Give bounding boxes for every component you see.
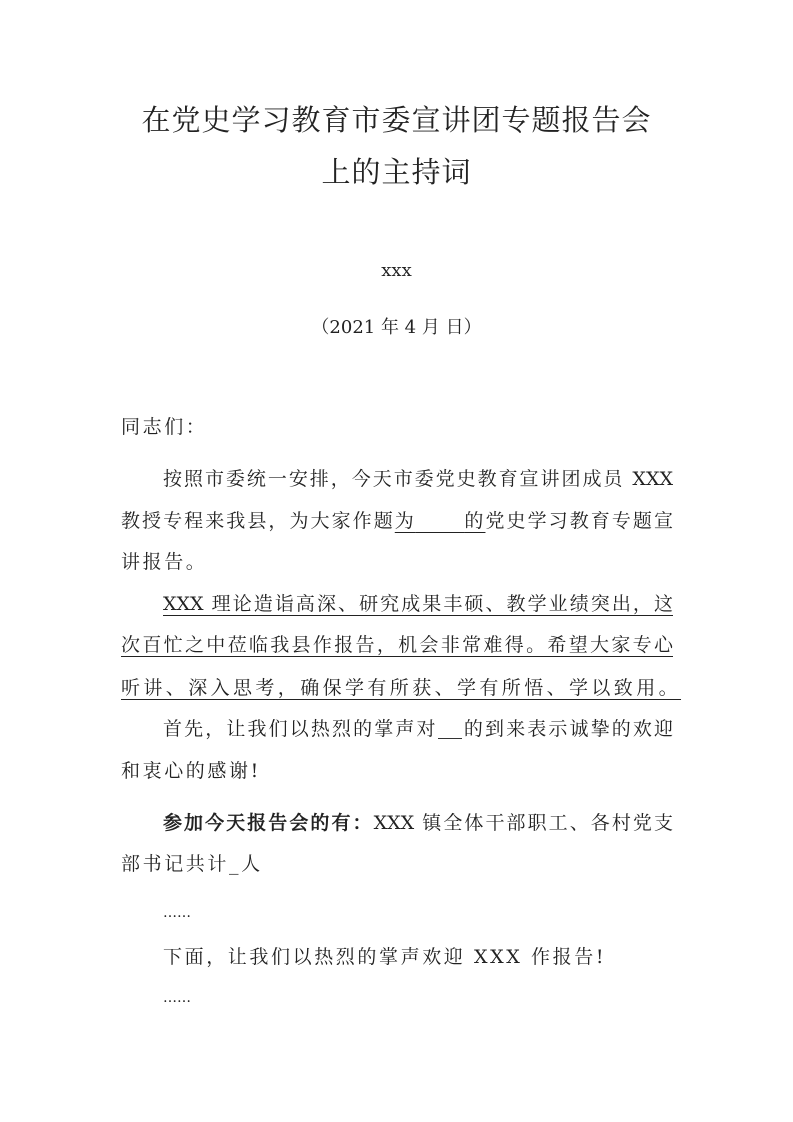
topic-blank: 为 的 [394,510,486,532]
para1-line1: 按照市委统一安排，今天市委党史教育宣讲团成员 XXX [163,468,673,490]
para1-line2 [121,508,673,534]
para2-line2: 次百忙之中莅临我县作报告，机会非常难得。希望大家专心 [121,634,673,656]
para5: 下面，让我们以热烈的掌声欢迎 XXX 作报告! [163,946,607,968]
para4-line1 [163,810,673,836]
para1-text-rest: 党史学习教育专题宣 [485,510,673,532]
date: （2021 年 4 月 日） [311,317,482,338]
para4-line2: 部书记共计_人 [121,853,263,875]
attendees-label: 参加今天报告会的有： [163,812,374,834]
author: xxx [381,260,412,281]
ellipsis-1: …… [163,905,191,921]
name-blank [438,718,462,739]
para3-line1: 首先，让我们以热烈的掌声对 的到来表示诚挚的欢迎 [163,718,673,740]
para1-text: 教授专程来我县，为大家作题 [121,510,395,532]
ellipsis-2: …… [163,990,191,1006]
doc-title-line2: 上的主持词 [321,155,472,189]
para3-line2: 和衷心的感谢! [121,760,261,782]
attendees-text: XXX 镇全体干部职工、各村党支 [373,812,673,834]
para2-line3: 听讲、深入思考，确保学有所获、学有所悟、学以致用。 [121,677,682,699]
para2-line1: XXX 理论造诣高深、研究成果丰硕、教学业绩突出，这 [163,593,673,615]
doc-title-line1: 在党史学习教育市委宣讲团专题报告会 [141,103,652,137]
para1-line3: 讲报告。 [121,551,208,573]
salutation: 同志们： [121,416,208,438]
